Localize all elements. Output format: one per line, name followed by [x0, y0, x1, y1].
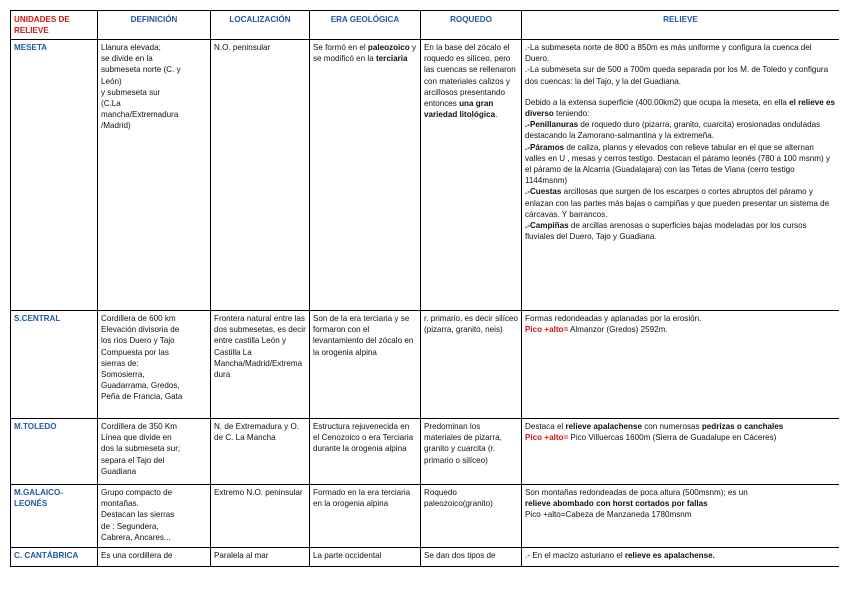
relieve-cell: [522, 548, 840, 567]
roquedo-text-bold: una gran variedad litológica: [424, 99, 496, 120]
relieve-text-bold: pedrizas o canchales: [701, 422, 784, 431]
region-name: M.TOLEDO: [11, 419, 98, 485]
relieve-text-bold: el relieve es diverso: [525, 97, 836, 119]
header-relieve: RELIEVE: [522, 11, 840, 40]
relieve-paragraph: .-La submeseta sur de 500 a 700m queda separada por los M. de Toledo y configura dos cuencas: la del Tajo, y la del Guadiana.: [525, 65, 829, 86]
definition-line: Cordillera de 350 Km: [101, 422, 178, 431]
relief-units-table: [10, 10, 839, 567]
header-unidades-line1: UNIDADES DE: [14, 15, 70, 24]
roquedo-text: En la base del zócalo el roquedo es silíceo, pero las cuencas se rellenaron con materiales calizos y arcillosos presentando entonces: [424, 43, 516, 109]
definition-line: montañas.: [101, 499, 139, 509]
region-name-line: LEONÉS: [14, 499, 48, 509]
header-row: [11, 11, 840, 40]
relieve-text-bold: relieve apalachense: [565, 422, 642, 431]
location-cell: N.O. peninsular: [211, 40, 310, 311]
definition-line: Cabrera, Ancares...: [101, 532, 171, 542]
era-cell: Son de la era terciaria y se formaron con el levantamiento del zócalo en la orogenia alpina: [310, 311, 421, 419]
table-row-mtoledo: [11, 419, 840, 485]
relieve-text-bold: .-Cuestas: [525, 187, 562, 197]
relieve-paragraph: [525, 432, 836, 443]
relieve-cell: [522, 419, 840, 485]
region-name: C. CANTÁBRICA: [11, 548, 98, 567]
definition-line: dos la submeseta sur;: [101, 444, 181, 454]
relieve-paragraph: [525, 421, 836, 432]
era-text: Se formó en el: [313, 43, 368, 52]
relieve-paragraph: [525, 186, 836, 220]
header-unidades-line2: RELIEVE: [14, 26, 49, 36]
definition-line: Llanura elevada;: [101, 43, 161, 52]
relieve-paragraph: [525, 324, 836, 335]
region-name-line: M.GALAICO-: [14, 488, 64, 497]
era-cell: [310, 40, 421, 311]
relieve-cell: [522, 485, 840, 548]
definition-line: (C.La: [101, 99, 121, 109]
definition-line: submeseta norte (C. y: [101, 65, 181, 75]
header-unidades: [11, 11, 98, 40]
header-era: ERA GEOLÓGICA: [310, 11, 421, 40]
definition-line: Peña de Francia, Gata: [101, 392, 183, 402]
definition-line: /Madrid): [101, 121, 131, 131]
roquedo-cell: Roquedo paleozoico(granito): [421, 485, 522, 548]
region-name: MESETA: [11, 40, 98, 311]
definition-cell: [98, 40, 211, 311]
era-text-bold: terciaria: [375, 54, 408, 64]
relieve-text-bold: .-Páramos: [525, 142, 565, 152]
era-cell: La parte occidental: [310, 548, 421, 567]
relieve-text-bold: .-Penillanuras: [525, 120, 579, 130]
relieve-text: Debido a la extensa superficie (400.00km2) que ocupa la meseta, en ella: [525, 97, 790, 107]
relieve-paragraph: [525, 97, 836, 119]
relieve-paragraph: [525, 119, 836, 141]
definition-line: Elevación divisoria de: [101, 325, 180, 335]
table-wrapper: [10, 10, 839, 588]
definition-line: Somosierra,: [101, 370, 145, 380]
relieve-line: Son montañas redondeadas de poca altura (500msnm); es un: [525, 488, 748, 497]
era-cell: Estructura rejuvenecida en el Cenozoico o era Terciaria durante la orogenia alpina: [310, 419, 421, 485]
era-text-bold: paleozoico: [367, 43, 410, 52]
definition-line: mancha/Extremadura: [101, 110, 179, 120]
roquedo-cell: Se dan dos tipos de: [421, 548, 522, 567]
highest-peak-value: Almanzor (Gredos) 2592m.: [568, 325, 668, 335]
definition-cell: [98, 485, 211, 548]
era-cell: Formado en la era terciaria en la orogenia alpina: [310, 485, 421, 548]
relieve-text: con numerosas: [642, 422, 702, 431]
definition-line: Compuesta por las: [101, 347, 169, 357]
definition-line: Destacan las sierras: [101, 510, 175, 520]
roquedo-cell: Predominan los materiales de pizarra, granito y cuarcita (r. primario o silíceo): [421, 419, 522, 485]
region-name: [11, 485, 98, 548]
relieve-text: de roquedo duro (pizarra, granito, cuarcita) erosionadas onduladas destacando la Zamorano-salmantina y la extremeña.: [525, 120, 821, 141]
relieve-cell: [522, 311, 840, 419]
highest-peak-label: Pico +alto=: [525, 325, 569, 335]
definition-line: y submeseta sur: [101, 87, 161, 97]
relieve-text: de arcillas arenosas o superficies bajas modeladas por los cursos fluviales del Duero, Tajo y Guadiana.: [525, 221, 807, 242]
era-text: y se modificó en la: [313, 43, 417, 64]
relieve-text: .- En el macizo asturiano el: [525, 551, 625, 560]
relieve-text: Destaca el: [525, 422, 566, 431]
location-cell: N. de Extremadura y O. de C. La Mancha: [211, 419, 310, 485]
relieve-paragraph: Formas redondeadas y aplanadas por la erosión.: [525, 314, 702, 323]
relieve-text-bold: relieve es apalachense.: [624, 551, 715, 560]
relieve-text: de caliza, planos y elevados con relieve tabular en el que se alternan valles en U , mesas y cerros testigo. Destacan el páramo leonés (780 a 100 msnm) y el páramo de la Alcarria (Guadalajara) con las Tetas de Viana (cerro testigo 1144msnm): [525, 142, 831, 186]
relieve-paragraph: .-La submeseta norte de 800 a 850m es más uniforme y configura la cuenca del Duero.: [525, 43, 812, 64]
definition-line: Cordillera de 600 km: [101, 314, 176, 323]
relieve-line-bold: relieve abombado con horst cortados por fallas: [525, 499, 708, 509]
definition-cell: Es una cordillera de: [98, 548, 211, 567]
location-cell: Paralela al mar: [211, 548, 310, 567]
roquedo-cell: r. primario, es decir silíceo (pizarra, granito, neis): [421, 311, 522, 419]
definition-line: se divide en la: [101, 54, 153, 64]
header-localizacion: LOCALIZACIÓN: [211, 11, 310, 40]
relieve-text: teniendo:: [553, 109, 590, 119]
definition-line: León): [101, 76, 122, 86]
relieve-text: arcillosas que surgen de los escarpes o cortes abruptos del páramo y enlazan con las partes más bajas o campiñas y que pueden presentar un sistema de cárcavas. Y barrancos.: [525, 187, 830, 219]
roquedo-cell: [421, 40, 522, 311]
relieve-text-bold: .-Campiñas: [525, 221, 569, 231]
definition-line: los ríos Duero y Tajo: [101, 336, 175, 346]
highest-peak-value: Pico Villuercas 1600m (Sierra de Guadalupe en Cáceres): [568, 433, 777, 443]
location-cell: Frontera natural entre las dos submesetas, es decir entre castilla León y Castilla La Mancha/Madrid/Extremadura: [211, 311, 310, 419]
relieve-paragraph: [525, 142, 836, 187]
relieve-line: Pico +alto=Cabeza de Manzaneda 1780msnm: [525, 510, 692, 520]
region-name: S.CENTRAL: [11, 311, 98, 419]
header-definicion: DEFINICIÓN: [98, 11, 211, 40]
definition-line: de : Segundera,: [101, 521, 159, 531]
roquedo-text: .: [495, 110, 498, 120]
definition-line: Guadarrama, Gredos,: [101, 381, 180, 391]
location-cell: Extremo N.O. peninsular: [211, 485, 310, 548]
definition-line: Grupo compacto de: [101, 488, 173, 497]
relieve-paragraph: [525, 220, 836, 242]
table-row-cantabrica: [11, 548, 840, 567]
definition-cell: [98, 311, 211, 419]
definition-line: separa el Tajo del: [101, 455, 165, 465]
relieve-cell: [522, 40, 840, 311]
definition-line: sierras de:: [101, 358, 139, 368]
header-roquedo: ROQUEDO: [421, 11, 522, 40]
definition-line: Guadiana: [101, 466, 137, 476]
table-row-scentral: [11, 311, 840, 419]
table-row-meseta: [11, 40, 840, 311]
table-row-mgalaico: [11, 485, 840, 548]
highest-peak-label: Pico +alto=: [525, 433, 569, 443]
definition-line: Línea que divide en: [101, 433, 172, 443]
definition-cell: [98, 419, 211, 485]
